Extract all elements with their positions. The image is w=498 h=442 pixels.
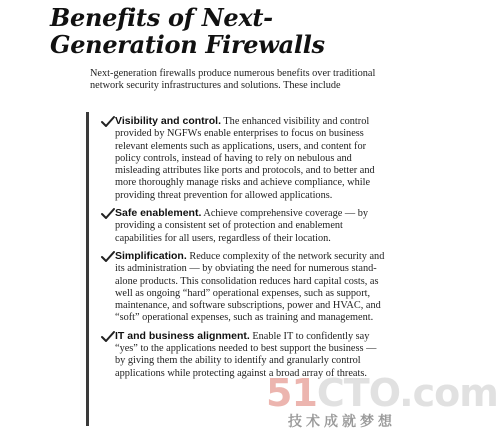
benefits-list [86,112,388,426]
watermark-tagline: 技术成就梦想 [288,414,396,430]
checkmark-icon [101,331,115,343]
list-item-body: Reduce complexity of the network security and its administration — by obviating the need for numerous stand-alone products. This consolidation reduces hard capital costs, as well as ongoing “hard” operational expenses, such as support, maintenance, and software subscriptions, power and HVAC, and “soft” operational expenses, such as training and management. [115,250,385,324]
list-item-safe-enablement [101,207,388,245]
list-item-visibility [101,115,388,202]
list-item-lead: Simplification. [115,249,187,262]
intro-paragraph: Next-generation firewalls produce numerous benefits over traditional network security infrastructures and solutions. These include [90,68,376,92]
checkmark-icon [101,251,115,263]
list-item-text [115,330,388,380]
page-title: Benefits of Next-Generation Firewalls [50,3,325,59]
checkmark-icon [101,116,115,128]
list-item-text [115,115,388,202]
checkmark-icon [101,208,115,220]
list-item-body: Achieve comprehensive coverage — by providing a consistent set of protection and enablement capabilities for all users, regardless of their location. [115,208,369,244]
list-item-lead: Visibility and control. [115,115,221,127]
list-item-body: Enable IT to confidently say “yes” to the applications needed to best support the business — by giving them the ability to identify and granularly control applications while protecting against a broad array of threats. [115,330,377,379]
list-item-it-alignment [101,330,388,380]
list-item-text [115,207,388,245]
list-item-body: The enhanced visibility and control provided by NGFWs enable enterprises to focus on business relevant elements such as applications, users, and content for policy controls, instead of having to rely on nebulous and misleading attributes like ports and protocols, and to better and more thoroughly manage risks and achieve compliance, while providing threat prevention for allowed applications. [115,116,375,201]
list-item-lead: Safe enablement. [115,207,202,220]
list-item-text [115,250,388,325]
list-item-lead: IT and business alignment. [115,329,250,342]
list-item-simplification [101,250,388,325]
watermark-logo: 51CTO.com [266,371,498,415]
